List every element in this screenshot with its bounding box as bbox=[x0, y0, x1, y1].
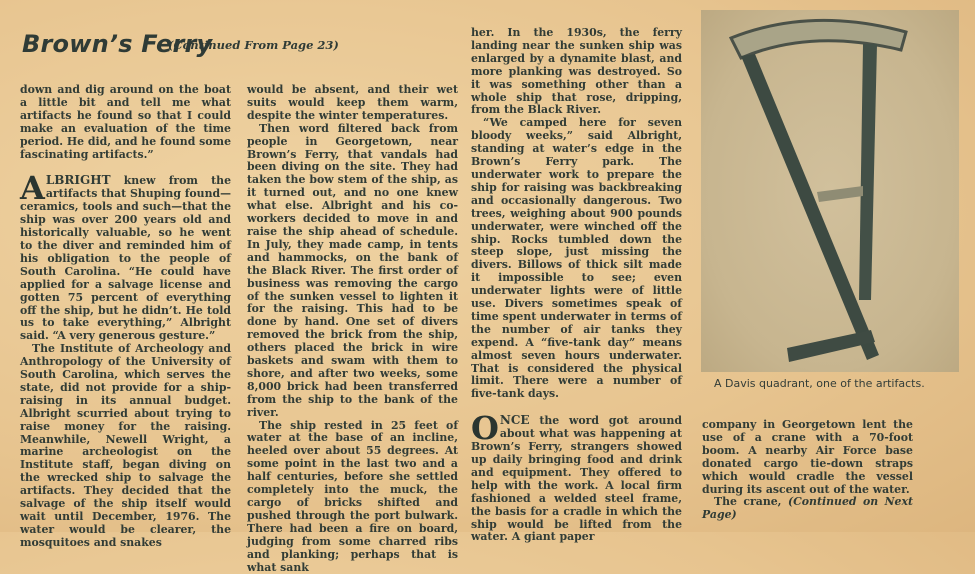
paragraph: The Institute of Archeology and Anthropology of the University of South Carolina, which serves the state, did not provide for a ship-raising in its annual budget. Albright scurried about trying to raise money for the raising. Meanwhile, Newell Wright, a marine archeologist on the Institute staff, began diving on the wrecked ship to salvage the artifacts. They decided that the salvage of the ship itself would wait until December, 1976. The water would be clearer, the mosquitoes and snakes bbox=[20, 342, 231, 549]
paragraph: The ship rested in 25 feet of water at the base of an incline, heeled over about 55 degrees. At some point in the last two and a half centuries, before she settled completely into the muck, the cargo of bricks shifted and pushed through the port bulwark. There had been a fire on board, judging from some charred ribs and planking; perhaps that is what sank bbox=[247, 418, 458, 574]
quadrant-right-bar bbox=[859, 44, 877, 300]
photo-caption: A Davis quadrant, one of the artifacts. bbox=[714, 377, 925, 390]
paragraph-dropcap bbox=[20, 169, 232, 343]
continued-from-note: (Continued From Page 23) bbox=[168, 38, 339, 52]
lead-word: NCE bbox=[499, 413, 530, 428]
article-column-2 bbox=[247, 84, 458, 574]
davis-quadrant-photo bbox=[701, 10, 959, 372]
paragraph-last bbox=[702, 496, 913, 522]
paragraph: “We camped here for seven bloody weeks,” said Albright, standing at water’s edge in the Brown’s Ferry park. The underwater work to prepare the ship for raising was backbreaking and occasionally dangerous. Two trees, weighing about 900 pounds underwater, were winched off the ship. Rocks tumbled down the steep slope, just missing the divers. Billows of thick silt made it impossible to see; even underwater lights were of little use. Divers sometimes speak of time spent underwater in terms of the number of air tanks they expend. A “five-tank day” means almost seven hours underwater. That is considered the physical limit. There were a number of five-tank days. bbox=[471, 116, 682, 401]
paragraph: her. In the 1930s, the ferry landing near the sunken ship was enlarged by a dynamite blast, and more planking was destroyed. So it was something other than a whole ship that rose, dripping, from the Black River. bbox=[471, 26, 682, 117]
paragraph-text: knew from the artifacts that Shuping found—ceramics, tools and such—that the ship was over 200 years old and historically valuable, so he went to the diver and reminded him of his obligation to the people of South Carolina. “He could have applied for a salvage license and gotten 75 percent of everything off the ship, but he didn’t. He told us to take everything,” Albright said. “A very generous gesture.” bbox=[20, 174, 232, 343]
paragraph-dropcap bbox=[471, 409, 682, 544]
quadrant-arc bbox=[731, 20, 906, 58]
article-column-1 bbox=[20, 84, 231, 550]
paragraph-text: The crane, bbox=[714, 495, 788, 509]
paragraph: would be absent, and their wet suits would keep them warm, despite the winter temperatures. bbox=[247, 83, 458, 122]
article-column-4 bbox=[702, 419, 913, 522]
paragraph-text: the word got around about what was happening at Brown’s Ferry, strangers showed up daily bringing food and drink and equipment. They offered to help with the work. A local firm fashioned a welded steel frame, the basis for a cradle in which the ship would be lifted from the water. A giant paper bbox=[471, 414, 682, 544]
davis-quadrant-illustration bbox=[701, 10, 959, 372]
lead-word: LBRIGHT bbox=[45, 173, 111, 188]
drop-cap: O bbox=[471, 409, 499, 448]
continued-next-note: (Continued on Next Page) bbox=[702, 495, 913, 522]
headline: Brown’s Ferry bbox=[22, 30, 213, 58]
quadrant-left-bar bbox=[741, 54, 879, 360]
paragraph: down and dig around on the boat a little bit and tell me what artifacts he found so that I could make an evaluation of the time period. He did, and he found some fascinating artifacts.” bbox=[20, 83, 231, 161]
quadrant-crossbar bbox=[817, 186, 863, 202]
drop-cap: A bbox=[20, 169, 45, 208]
paragraph: Then word filtered back from people in Georgetown, near Brown’s Ferry, that vandals had been diving on the site. They had taken the bow stem of the ship, as it turned out, and no one knew what else. Albright and his co-workers decided to move in and raise the ship ahead of schedule. In July, they made camp, in tents and hammocks, on the bank of the Black River. The first order of business was removing the cargo of the sunken vessel to lighten it for the raising. This had to be done by hand. One set of divers removed the brick from the ship, others placed the brick in wire baskets and swam with them to shore, and after two weeks, some 8,000 brick had been transferred from the ship to the bank of the river. bbox=[247, 121, 458, 419]
article-column-3 bbox=[471, 27, 682, 544]
paragraph: company in Georgetown lent the use of a crane with a 70-foot boom. A nearby Air Force base donated cargo tie-down straps which would cradle the vessel during its ascent out of the water. bbox=[702, 418, 913, 496]
